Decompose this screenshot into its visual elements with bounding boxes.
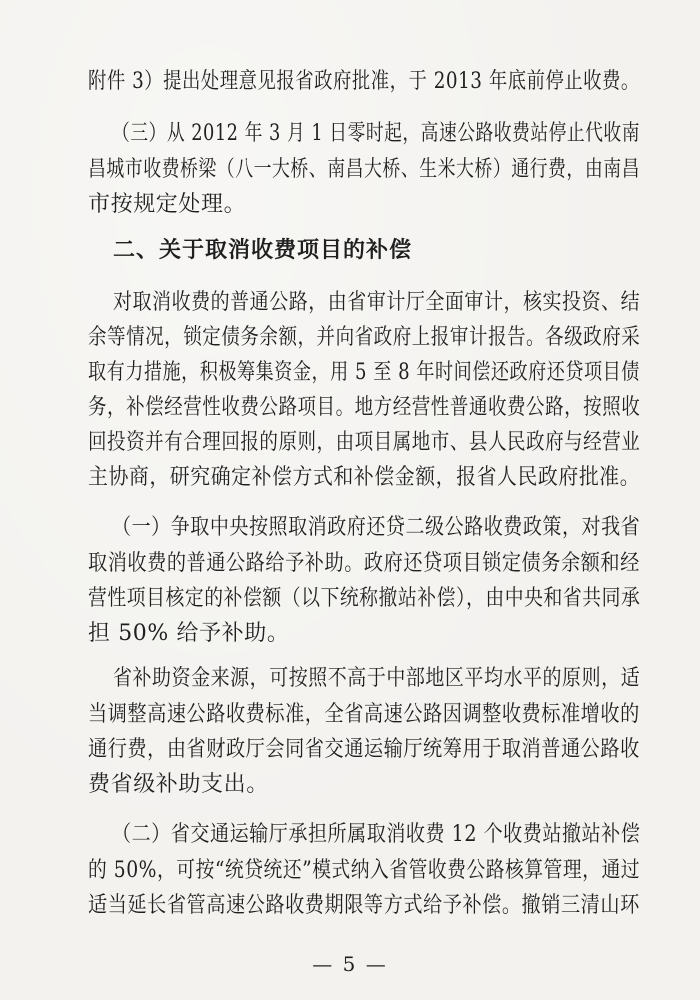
text-line-3: 昌城市收费桥梁（八一大桥、南昌大桥、生米大桥）通行费，由南昌 [88, 157, 641, 182]
text-line-1: 附件 3）提出处理意见报省政府批准，于 2013 年底前停止收费。 [88, 69, 640, 94]
text-line-18: 通行费，由省财政厅会同省交通运输厅统筹用于取消普通公路收 [88, 737, 640, 762]
text-line-21: 的 50%，可按“统贷统还”模式纳入省管收费公路核算管理，通过 [88, 858, 641, 883]
text-line-16: 省补助资金来源，可按照不高于中部地区平均水平的原则，适 [113, 666, 641, 691]
text-line-12: （一）争取中央按照取消政府还贷二级公路收费政策，对我省 [112, 515, 641, 540]
section-heading: 二、关于取消收费项目的补偿 [113, 238, 413, 263]
text-line-4: 市按规定处理。 [88, 192, 247, 217]
page-number: — 5 — [312, 952, 388, 976]
text-line-6: 对取消收费的普通公路，由省审计厅全面审计，核实投资、结 [113, 290, 641, 315]
text-line-8: 取有力措施，积极筹集资金，用 5 至 8 年时间偿还政府还贷项目债 [88, 360, 640, 385]
text-line-22: 适当延长省管高速公路收费期限等方式给予补偿。撤销三清山环 [88, 893, 640, 918]
text-line-14: 营性项目核定的补偿额（以下统称撤站补偿），由中央和省共同承 [88, 586, 641, 611]
text-line-10: 回投资并有合理回报的原则，由项目属地市、县人民政府与经营业 [88, 430, 641, 455]
text-line-11: 主协商，研究确定补偿方式和补偿金额，报省人民政府批准。 [88, 465, 641, 490]
text-line-15: 担 50% 给予补助。 [88, 621, 290, 646]
text-line-9: 务，补偿经营性收费公路项目。地方经营性普通收费公路，按照收 [88, 395, 641, 420]
text-line-13: 取消收费的普通公路给予补助。政府还贷项目锁定债务余额和经 [88, 551, 640, 576]
text-line-20: （二）省交通运输厅承担所属取消收费 12 个收费站撤站补偿 [112, 822, 641, 847]
text-line-17: 当调整高速公路收费标准，全省高速公路因调整收费标准增收的 [88, 702, 640, 727]
text-line-19: 费省级补助支出。 [88, 772, 269, 797]
text-line-2: （三）从 2012 年 3 月 1 日零时起，高速公路收费站停止代收南 [112, 121, 640, 146]
text-line-7: 余等情况，锁定债务余额，并向省政府上报审计报告。各级政府采 [88, 325, 641, 350]
